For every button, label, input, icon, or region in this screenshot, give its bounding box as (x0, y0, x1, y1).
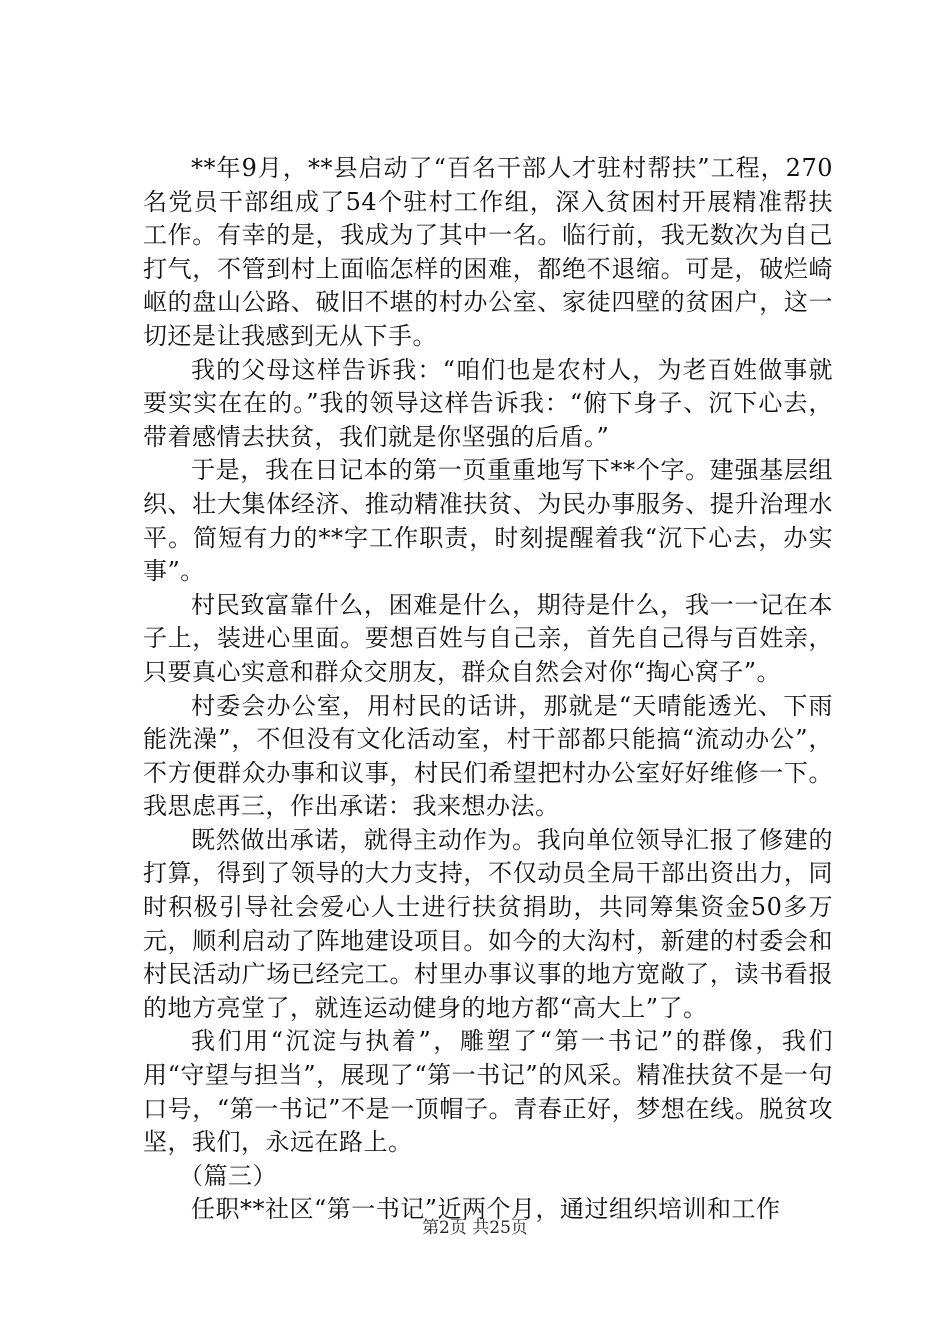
paragraph-1: **年9月，**县启动了“百名干部人才驻村帮扶”工程，270名党员干部组成了54个驻村工作组，深入贫困村开展精准帮扶工作。有幸的是，我成为了其中一名。临行前，我无数次为自己打气，不管到村上面临怎样的困难，都绝不退缩。可是，破烂崎岖的盘山公路、破旧不堪的村办公室、家徒四壁的贫困户，这一切还是让我感到无从下手。 (143, 154, 833, 350)
paragraph-4: 村民致富靠什么，困难是什么，期待是什么，我一一记在本子上，装进心里面。要想百姓与自己亲，首先自己得与百姓亲，只要真心实意和群众交朋友，群众自然会对你“掏心窝子”。 (143, 590, 833, 686)
paragraph-3: 于是，我在日记本的第一页重重地写下**个字。建强基层组织、壮大集体经济、推动精准扶贫、为民办事服务、提升治理水平。简短有力的**字工作职责，时刻提醒着我“沉下心去，办实事”。 (143, 456, 833, 586)
document-body (143, 152, 833, 1227)
paragraph-5: 村委会办公室，用村民的话讲，那就是“天晴能透光、下雨能洗澡”，不但没有文化活动室，村干部都只能搞“流动办公”，不方便群众办事和议事，村民们希望把村办公室好好维修一下。我思虑再三，作出承诺：我来想办法。 (143, 691, 833, 821)
paragraph-8: 任职**社区“第一书记”近两个月，通过组织培训和工作 (191, 1195, 781, 1224)
section-heading: （篇三） (179, 1161, 277, 1190)
paragraph-7: 我们用“沉淀与执着”，雕塑了“第一书记”的群像，我们用“守望与担当”，展现了“第一书记”的风采。精准扶贫不是一句口号，“第一书记”不是一顶帽子。青春正好，梦想在线。脱贫攻坚，我们，永远在路上。 (143, 1027, 833, 1157)
paragraph-2: 我的父母这样告诉我：“咱们也是农村人，为老百姓做事就要实实在在的。”我的领导这样告诉我：“俯下身子、沉下心去，带着感情去扶贫，我们就是你坚强的后盾。” (143, 355, 833, 451)
paragraph-6: 既然做出承诺，就得主动作为。我向单位领导汇报了修建的打算，得到了领导的大力支持，不仅动员全局干部出资出力，同时积极引导社会爱心人士进行扶贫捐助，共同筹集资金50多万元，顺利启动了阵地建设项目。如今的大沟村，新建的村委会和村民活动广场已经完工。村里办事议事的地方宽敞了，读书看报的地方亮堂了，就连运动健身的地方都“高大上”了。 (143, 825, 833, 1022)
page-number-footer: 第2页 共25页 (422, 1218, 528, 1238)
